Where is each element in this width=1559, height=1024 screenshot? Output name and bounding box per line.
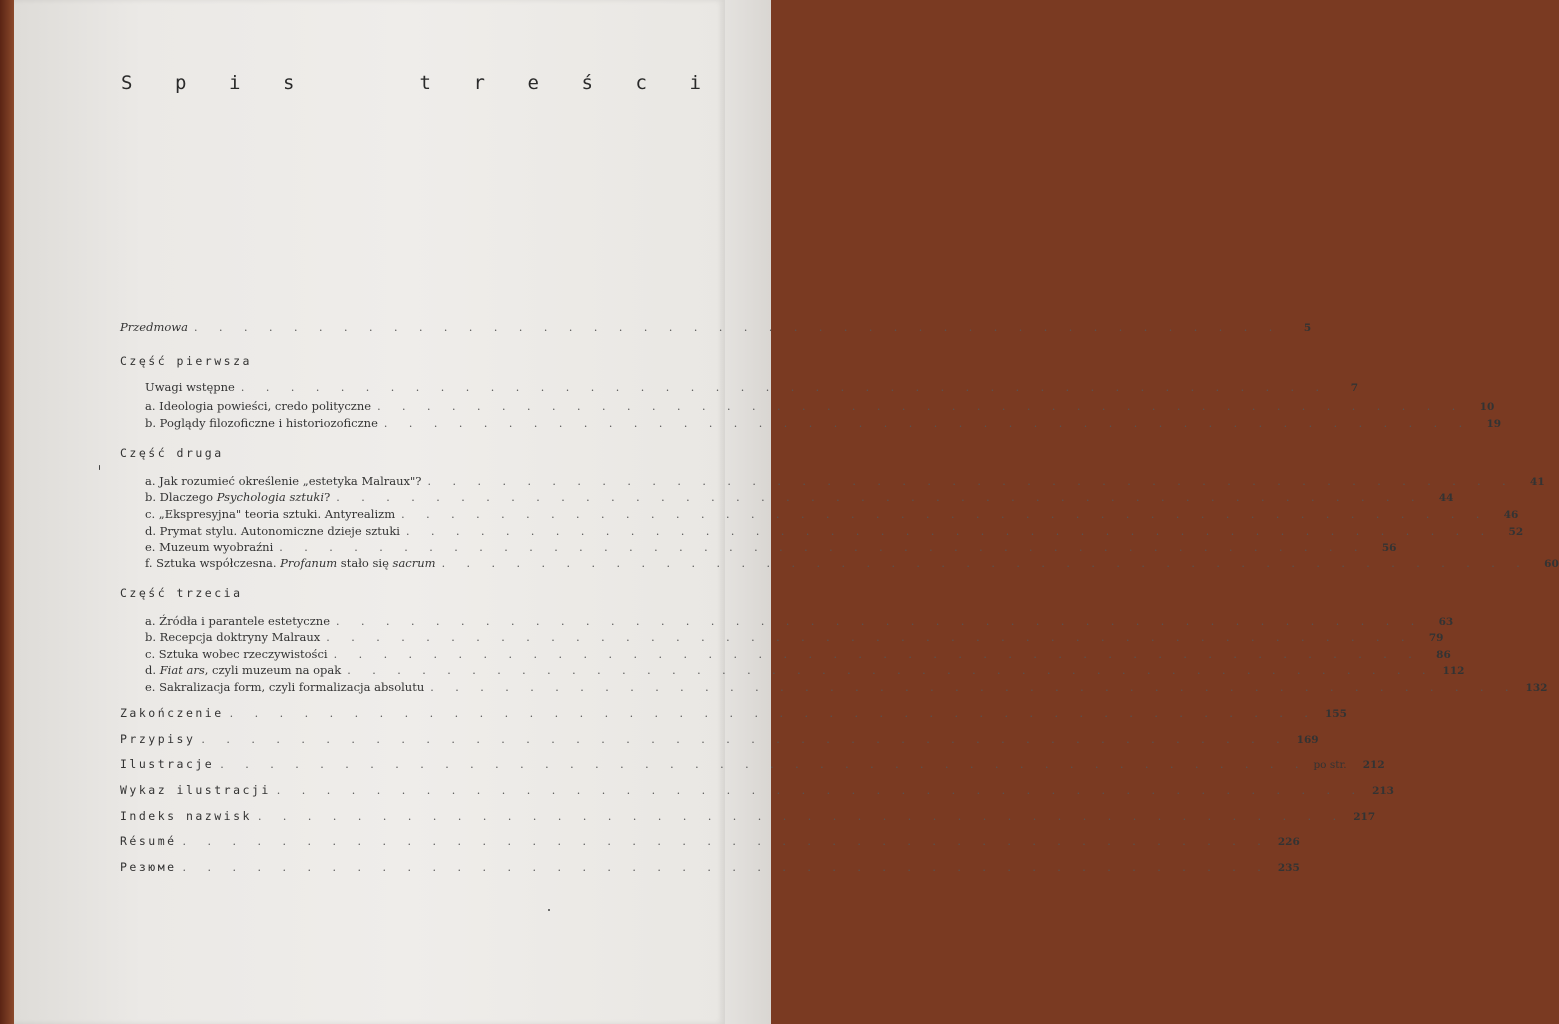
toc-entry-page: 63 <box>1438 616 1454 628</box>
leader-dots: . . . . . . . . . . . . . . . . . . . . . . . . . . . . . . . . . . . . . . . . . . . . <box>257 810 1346 823</box>
leader-dots: . . . . . . . . . . . . . . . . . . . . . . . . . . . . . . . . . . . . . . . . . . . . <box>441 557 1529 570</box>
toc-entry-page: 155 <box>1324 708 1347 720</box>
toc-entry <box>145 474 1545 488</box>
toc-entry <box>145 507 1519 521</box>
title-letter: i <box>229 72 241 94</box>
label-part: , czyli muzeum na opak <box>204 663 342 677</box>
toc-entry-conclusion <box>120 706 1347 720</box>
toc-entry <box>145 399 1495 413</box>
toc-entry-label: a. Ideologia powieści, credo polityczne <box>145 399 372 413</box>
toc-entry-page: 213 <box>1372 785 1394 797</box>
toc-entry-page: 60 <box>1544 558 1559 570</box>
leader-dots: . . . . . . . . . . . . . . . . . . . . . . . . . . . . . . . . . . . . . . . . . . . . <box>220 758 1308 771</box>
toc-entry-label: e. Muzeum wyobraźni <box>145 540 274 554</box>
toc-entry-page: 46 <box>1503 509 1519 521</box>
leader-dots: . . . . . . . . . . . . . . . . . . . . . . . . . . . . . . . . . . . . . . . . . . . . <box>276 784 1364 797</box>
part-heading: Część druga <box>120 446 224 460</box>
toc-entry-page: 79 <box>1428 632 1444 644</box>
label-part: ? <box>324 490 331 504</box>
leader-dots: . . . . . . . . . . . . . . . . . . . . . . . . . . . . . . . . . . . . . . . . . . . . <box>427 475 1515 488</box>
leader-dots: . . . . . . . . . . . . . . . . . . . . . . . . . . . . . . . . . . . . . . . . . . . . <box>336 615 1424 628</box>
title-letter: c <box>635 72 647 94</box>
title-letter: i <box>689 72 701 94</box>
leader-dots: . . . . . . . . . . . . . . . . . . . . . . . . . . . . . . . . . . . . . . . . . . . . <box>182 835 1270 848</box>
title-letter: ś <box>581 72 593 94</box>
toc-entry-page: 10 <box>1479 401 1495 413</box>
toc-entry-illustration-list <box>120 783 1394 797</box>
toc-entry-label: b. Poglądy filozoficzne i historiozoficzne <box>145 416 378 430</box>
label-part: b. Dlaczego <box>145 490 217 504</box>
toc-entry-page: 235 <box>1277 862 1300 874</box>
toc-entry-label: Przedmowa <box>120 320 188 334</box>
title-letter: p <box>175 72 187 94</box>
toc-entry-page-prefix: po str. <box>1313 759 1347 771</box>
toc-entry-page: 226 <box>1277 836 1300 848</box>
ink-mark <box>99 465 100 470</box>
toc-entry <box>145 647 1451 661</box>
title-letter: e <box>527 72 539 94</box>
label-part: d. <box>145 663 160 677</box>
label-part: stało się <box>337 556 393 570</box>
toc-entry-label: Ilustracje <box>120 757 215 771</box>
toc-entry-page: 7 <box>1350 382 1359 394</box>
toc-entry <box>145 680 1548 694</box>
leader-dots: . . . . . . . . . . . . . . . . . . . . . . . . . . . . . . . . . . . . . . . . . . . . <box>201 733 1289 746</box>
ink-speck <box>548 909 550 911</box>
toc-entry <box>145 663 1465 677</box>
leader-dots: . . . . . . . . . . . . . . . . . . . . . . . . . . . . . . . . . . . . . . . . . . . . <box>377 400 1465 413</box>
leader-dots: . . . . . . . . . . . . . . . . . . . . . . . . . . . . . . . . . . . . . . . . . . . . <box>333 648 1421 661</box>
toc-entry <box>145 630 1444 644</box>
toc-entry-preface <box>120 320 1312 334</box>
toc-entry-page: 44 <box>1438 492 1454 504</box>
toc-entry <box>145 540 1397 554</box>
book-spine-edge <box>0 0 14 1024</box>
toc-entry-resume <box>120 834 1300 848</box>
toc-entry-page: 169 <box>1296 734 1319 746</box>
toc-entry-page: 5 <box>1303 322 1312 334</box>
toc-entry-label: c. Sztuka wobec rzeczywistości <box>145 647 328 661</box>
toc-entry-label: a. Jak rozumieć określenie „estetyka Malraux"? <box>145 474 422 488</box>
toc-entry-label: Résumé <box>120 834 177 848</box>
toc-entry-label: e. Sakralizacja form, czyli formalizacja absolutu <box>145 680 425 694</box>
leader-dots: . . . . . . . . . . . . . . . . . . . . . . . . . . . . . . . . . . . . . . . . . . . . <box>240 381 1329 394</box>
title-letter: t <box>419 72 431 94</box>
toc-entry-label: Uwagi wstępne <box>145 380 235 394</box>
toc-entry-label: d. Prymat stylu. Autonomiczne dzieje sztuki <box>145 524 400 538</box>
leader-dots: . . . . . . . . . . . . . . . . . . . . . . . . . . . . . . . . . . . . . . . . . . . . <box>182 861 1270 874</box>
title-letter: s <box>283 72 295 94</box>
toc-entry-label: b. Recepcja doktryny Malraux <box>145 630 321 644</box>
label-part-italic: Psychologia sztuki <box>216 490 325 504</box>
label-part-italic: Fiat ars <box>159 663 205 677</box>
toc-entry <box>145 556 1559 570</box>
part-heading: Część trzecia <box>120 586 243 600</box>
leader-dots: . . . . . . . . . . . . . . . . . . . . . . . . . . . . . . . . . . . . . . . . . . . . <box>336 491 1424 504</box>
title-letter: r <box>473 72 485 94</box>
toc-entry-label: Przypisy <box>120 732 196 746</box>
toc-entry-page: 217 <box>1353 811 1376 823</box>
table-of-contents <box>14 0 1559 1024</box>
toc-entry-page: 86 <box>1436 649 1451 661</box>
leader-dots: . . . . . . . . . . . . . . . . . . . . . . . . . . . . . . . . . . . . . . . . . . . . <box>326 631 1414 644</box>
toc-entry <box>145 524 1524 538</box>
toc-entry-label: c. „Ekspresyjna" teoria sztuki. Antyrealizm <box>145 507 396 521</box>
leader-dots: . . . . . . . . . . . . . . . . . . . . . . . . . . . . . . . . . . . . . . . . . . . . <box>229 707 1317 720</box>
label-part-italic: Profanum <box>280 556 338 570</box>
label-part-italic: sacrum <box>392 556 436 570</box>
toc-entry <box>145 614 1454 628</box>
leader-dots: . . . . . . . . . . . . . . . . . . . . . . . . . . . . . . . . . . . . . . . . . . . . <box>194 321 1282 334</box>
toc-entry-resume-russian <box>120 860 1300 874</box>
toc-entry-label: Резюме <box>120 860 177 874</box>
toc-entry <box>145 416 1502 430</box>
leader-dots: . . . . . . . . . . . . . . . . . . . . . . . . . . . . . . . . . . . . . . . . . . . . <box>279 541 1367 554</box>
book-page <box>14 0 1559 1024</box>
toc-entry-page: 132 <box>1525 682 1548 694</box>
toc-entry-notes <box>120 732 1319 746</box>
toc-entry-page: 19 <box>1486 418 1502 430</box>
toc-entry-label <box>145 490 330 504</box>
toc-entry <box>145 490 1454 504</box>
toc-entry-page: 212 <box>1362 759 1385 771</box>
leader-dots: . . . . . . . . . . . . . . . . . . . . . . . . . . . . . . . . . . . . . . . . . . . . <box>383 417 1472 430</box>
toc-entry <box>145 380 1359 394</box>
toc-entry-name-index <box>120 809 1376 823</box>
toc-entry-page: 56 <box>1381 542 1397 554</box>
toc-entry-label <box>145 556 436 570</box>
leader-dots: . . . . . . . . . . . . . . . . . . . . . . . . . . . . . . . . . . . . . . . . . . . . <box>430 681 1518 694</box>
leader-dots: . . . . . . . . . . . . . . . . . . . . . . . . . . . . . . . . . . . . . . . . . . . . <box>405 525 1494 538</box>
leader-dots: . . . . . . . . . . . . . . . . . . . . . . . . . . . . . . . . . . . . . . . . . . . . <box>401 508 1489 521</box>
toc-entry-page: 52 <box>1508 526 1524 538</box>
toc-entry-illustrations <box>120 757 1385 771</box>
toc-entry-page: 112 <box>1442 665 1465 677</box>
toc-entry-page: 41 <box>1530 476 1545 488</box>
toc-entry-label: Zakończenie <box>120 706 224 720</box>
toc-entry-label: Wykaz ilustracji <box>120 783 271 797</box>
title-letter: S <box>121 72 133 94</box>
toc-entry-label: Indeks nazwisk <box>120 809 252 823</box>
label-part: f. Sztuka współczesna. <box>145 556 281 570</box>
toc-entry-label <box>145 663 341 677</box>
leader-dots: . . . . . . . . . . . . . . . . . . . . . . . . . . . . . . . . . . . . . . . . . . . . <box>347 664 1435 677</box>
toc-entry-label: a. Źródła i parantele estetyczne <box>145 614 331 628</box>
part-heading: Część pierwsza <box>120 354 252 368</box>
